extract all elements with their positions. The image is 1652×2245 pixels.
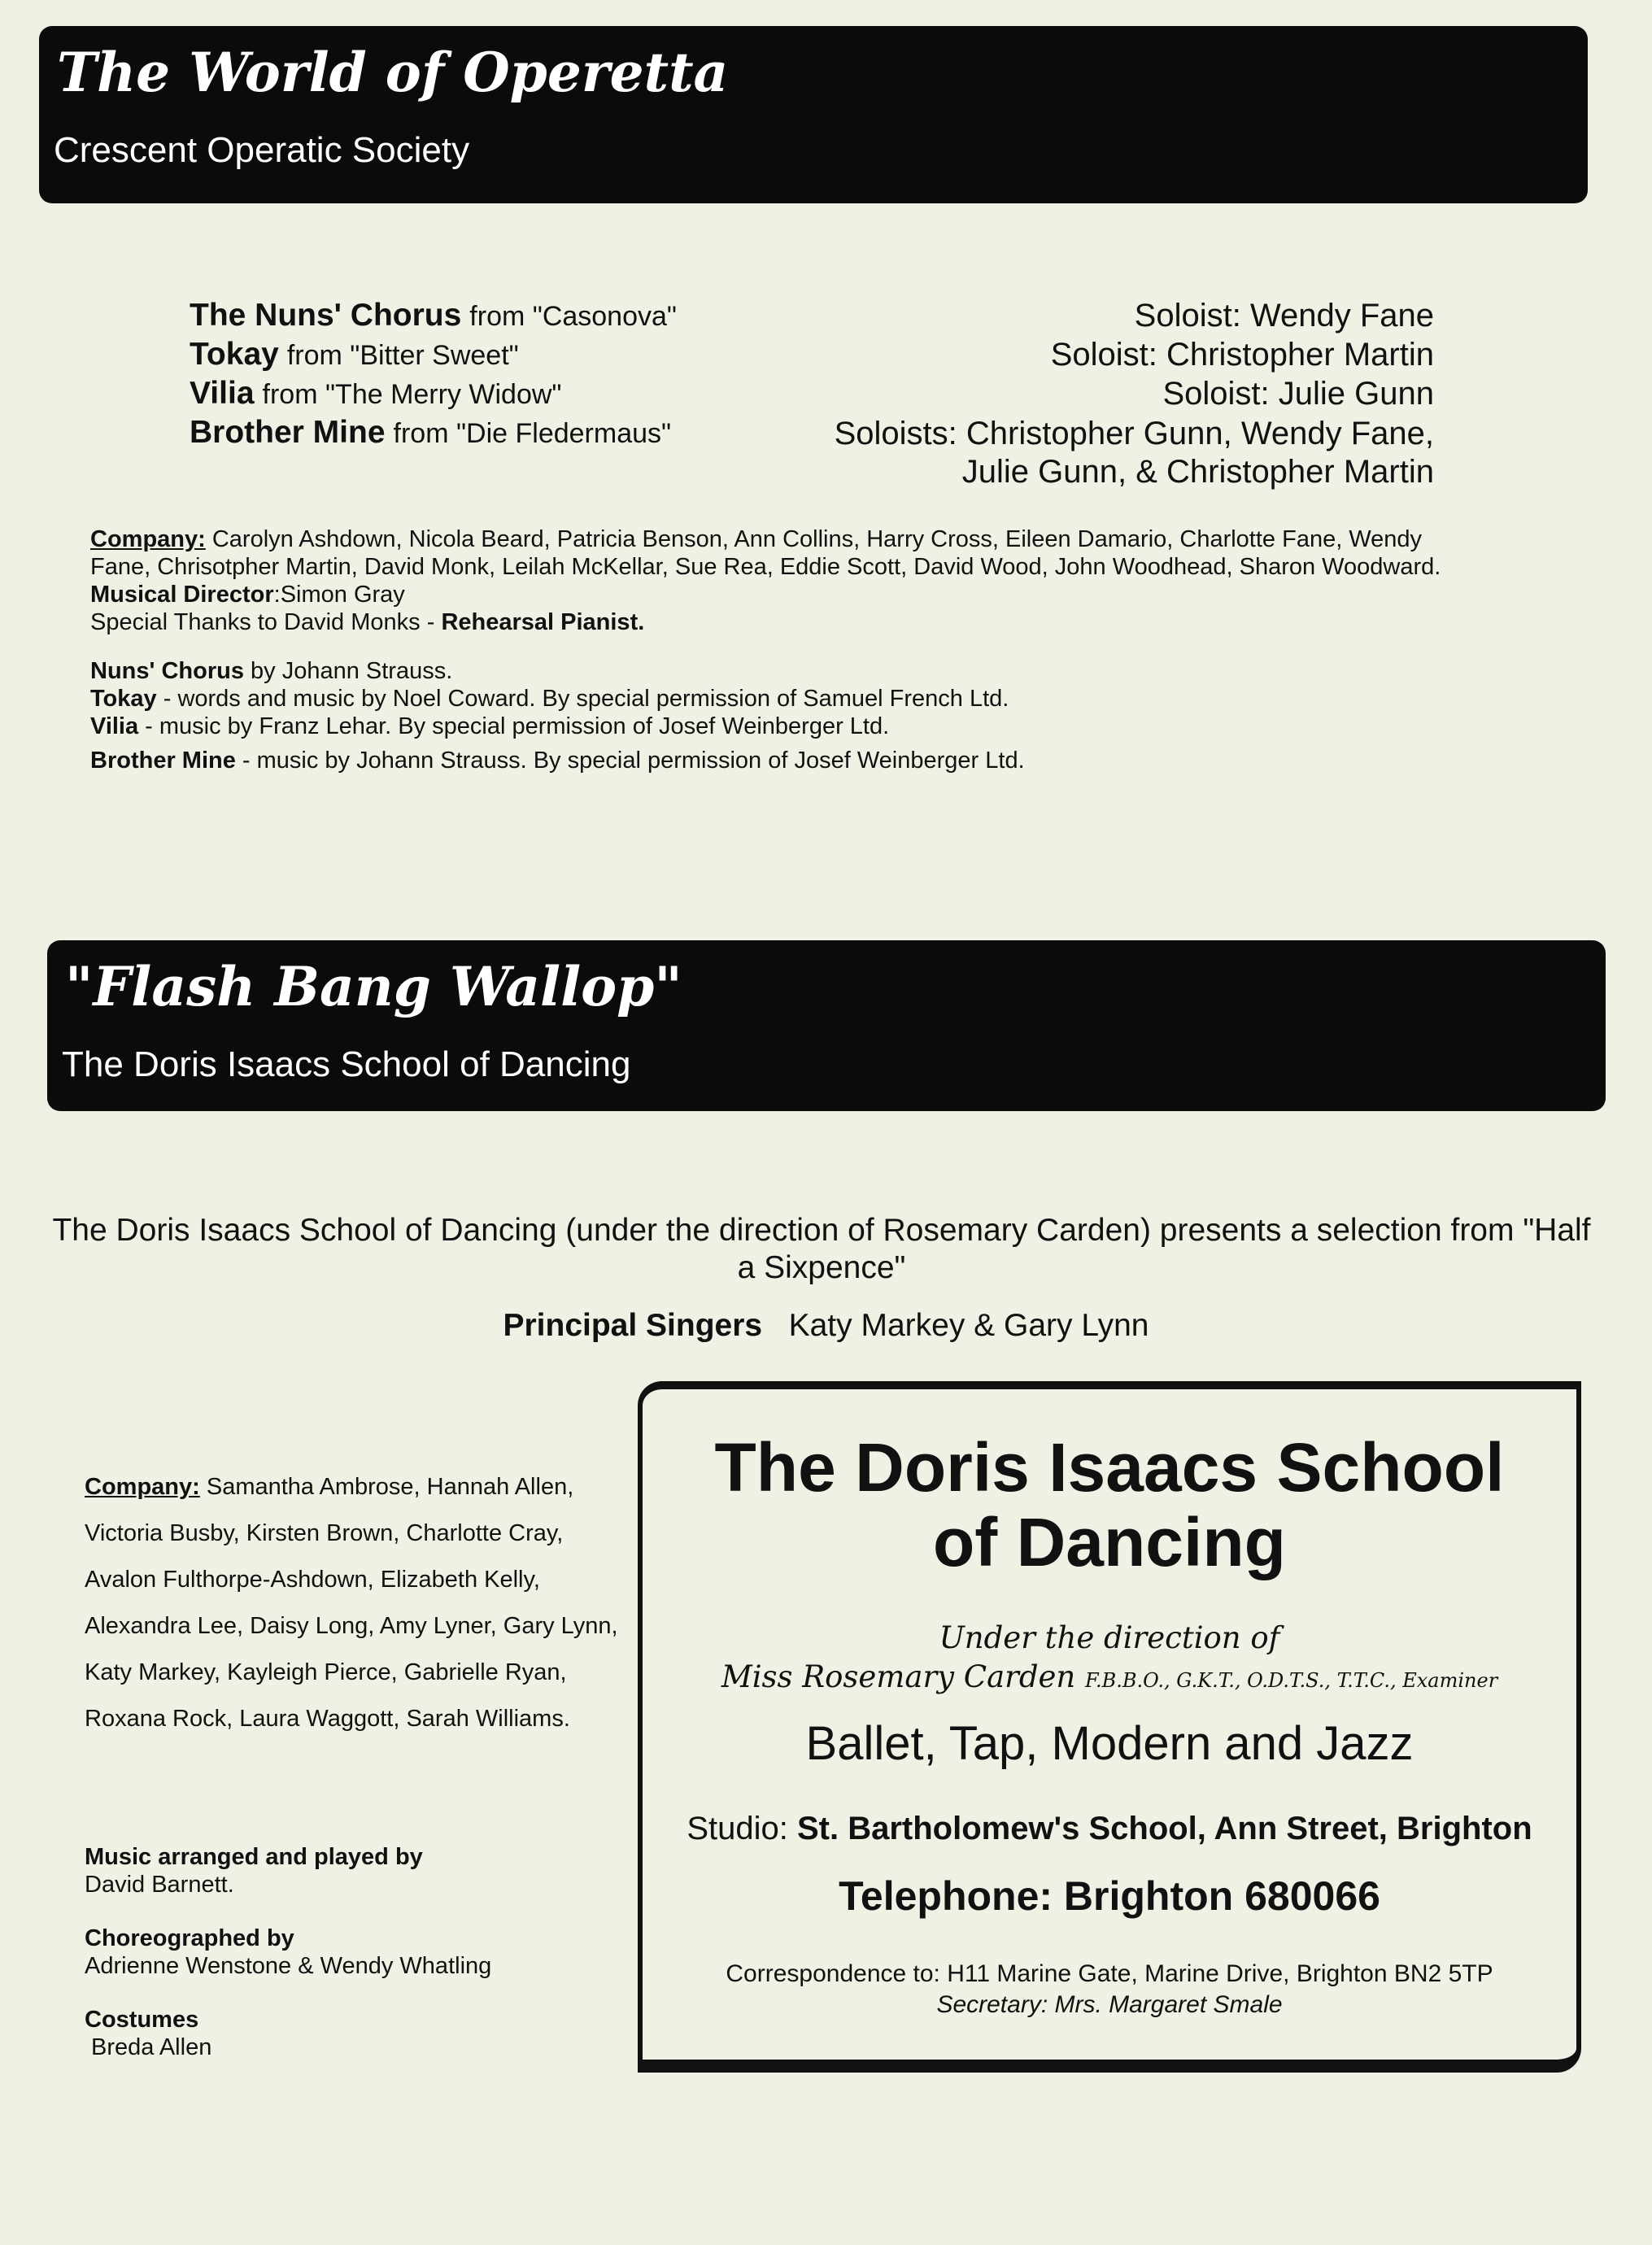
song-note — [90, 657, 1457, 685]
advert-heading — [643, 1430, 1576, 1580]
studio-address — [643, 1811, 1576, 1847]
song-source: from "Casonova" — [469, 301, 677, 332]
costumes-name: Breda Allen — [91, 2034, 212, 2060]
principal-singers — [0, 1308, 1652, 1344]
intro-text: The Doris Isaacs School of Dancing (under the direction of Rosemary Carden) presents a selection from "Half a Sixpence" — [52, 1213, 1591, 1285]
music-name: David Barnett. — [85, 1872, 234, 1898]
costumes-label: Costumes — [85, 2007, 199, 2033]
note-title: Brother Mine — [90, 748, 236, 774]
song-row — [190, 337, 1434, 376]
director-name: Miss Rosemary Carden — [721, 1659, 1076, 1694]
note-text: - music by Johann Strauss. By special permission of Josef Weinberger Ltd. — [235, 748, 1025, 774]
song-soloist — [835, 415, 1434, 491]
song-row — [190, 298, 1434, 337]
choreo-name: Adrienne Wenstone & Wendy Whatling — [85, 1953, 492, 1979]
advert-direction — [643, 1619, 1576, 1700]
correspondence-address: Correspondence to: H11 Marine Gate, Marine Drive, Brighton BN2 5TP — [726, 1960, 1493, 1987]
studio-location: St. Bartholomew's School, Ann Street, Brighton — [797, 1811, 1532, 1846]
secretary: Secretary: Mrs. Margaret Smale — [936, 1991, 1283, 2018]
dance-credits — [85, 1843, 638, 2061]
soloist-line: Julie Gunn, & Christopher Martin — [961, 454, 1434, 490]
company-label: Company: — [85, 1474, 200, 1500]
company-list — [90, 525, 1457, 581]
song-title: The Nuns' Chorus — [190, 298, 462, 333]
advert-heading-line: of Dancing — [933, 1504, 1286, 1580]
md-label: Musical Director — [90, 582, 274, 608]
song-title: Vilia — [190, 376, 255, 411]
dance-styles: Ballet, Tap, Modern and Jazz — [805, 1717, 1414, 1770]
song-title: Tokay — [190, 337, 279, 372]
section-banner-operetta — [39, 26, 1588, 203]
dance-company-list — [85, 1464, 638, 1742]
music-label: Music arranged and played by — [85, 1844, 423, 1870]
dance-school-advert — [638, 1381, 1581, 2073]
direction-line: Under the direction of — [939, 1620, 1280, 1655]
song-source: from "Die Fledermaus" — [393, 418, 672, 449]
studio-label: Studio: — [687, 1811, 788, 1846]
md-name: :Simon Gray — [273, 582, 405, 608]
choreo-label: Choreographed by — [85, 1925, 294, 1951]
special-thanks — [90, 608, 1457, 636]
section-banner-flash-bang-wallop — [47, 940, 1606, 1111]
note-title: Nuns' Chorus — [90, 658, 244, 684]
song-source: from "The Merry Widow" — [262, 379, 562, 410]
company-names: Carolyn Ashdown, Nicola Beard, Patricia Benson, Ann Collins, Harry Cross, Eileen Damario, Charlotte Fane, Wendy Fane, Chrisotpher Martin, David Monk, Leilah McKellar, Sue Rea, Eddie Scott, David Wood, John Woodhead, Sharon Woodward. — [90, 526, 1441, 580]
note-text: - words and music by Noel Coward. By special permission of Samuel French Ltd. — [156, 686, 1009, 712]
company-label: Company: — [90, 526, 206, 552]
song-note — [90, 713, 1457, 740]
note-title: Vilia — [90, 713, 139, 739]
song-row — [190, 415, 1434, 493]
section-title: The World of Operetta — [57, 41, 729, 104]
advert-heading-line: The Doris Isaacs School — [714, 1429, 1505, 1506]
thanks-role: Rehearsal Pianist. — [441, 609, 645, 635]
principal-label: Principal Singers — [503, 1308, 763, 1343]
operetta-credits — [90, 525, 1457, 774]
principal-names: Katy Markey & Gary Lynn — [788, 1308, 1149, 1343]
song-note — [90, 685, 1457, 713]
song-note — [90, 747, 1457, 774]
section-title: "Flash Bang Wallop" — [65, 955, 682, 1018]
section-subtitle: Crescent Operatic Society — [54, 130, 470, 170]
note-title: Tokay — [90, 686, 157, 712]
musical-director — [90, 581, 1457, 608]
company-names: Samantha Ambrose, Hannah Allen, Victoria Busby, Kirsten Brown, Charlotte Cray, Avalon Fulthorpe-Ashdown, Elizabeth Kelly, Alexandra Lee, Daisy Long, Amy Lyner, Gary Lynn, Katy Markey, Kayleigh Pierce, Gabrielle Ryan, Roxana Rock, Laura Waggott, Sarah Williams. — [85, 1474, 618, 1732]
song-row — [190, 376, 1434, 415]
section-subtitle: The Doris Isaacs School of Dancing — [62, 1044, 631, 1084]
song-title: Brother Mine — [190, 415, 386, 450]
song-soloist: Soloist: Julie Gunn — [1162, 376, 1434, 412]
soloist-line: Soloists: Christopher Gunn, Wendy Fane, — [834, 416, 1434, 451]
note-text: by Johann Strauss. — [243, 658, 453, 684]
thanks-text: Special Thanks to David Monks - — [90, 609, 442, 635]
director-qualifications: F.B.B.O., G.K.T., O.D.T.S., T.T.C., Examiner — [1085, 1669, 1498, 1692]
note-text: - music by Franz Lehar. By special permission of Josef Weinberger Ltd. — [138, 713, 890, 739]
telephone: Telephone: Brighton 680066 — [839, 1873, 1380, 1919]
song-source: from "Bitter Sweet" — [286, 340, 519, 371]
song-soloist: Soloist: Wendy Fane — [1134, 298, 1434, 333]
correspondence — [643, 1959, 1576, 2020]
song-soloist: Soloist: Christopher Martin — [1050, 337, 1434, 373]
song-list — [190, 298, 1434, 493]
